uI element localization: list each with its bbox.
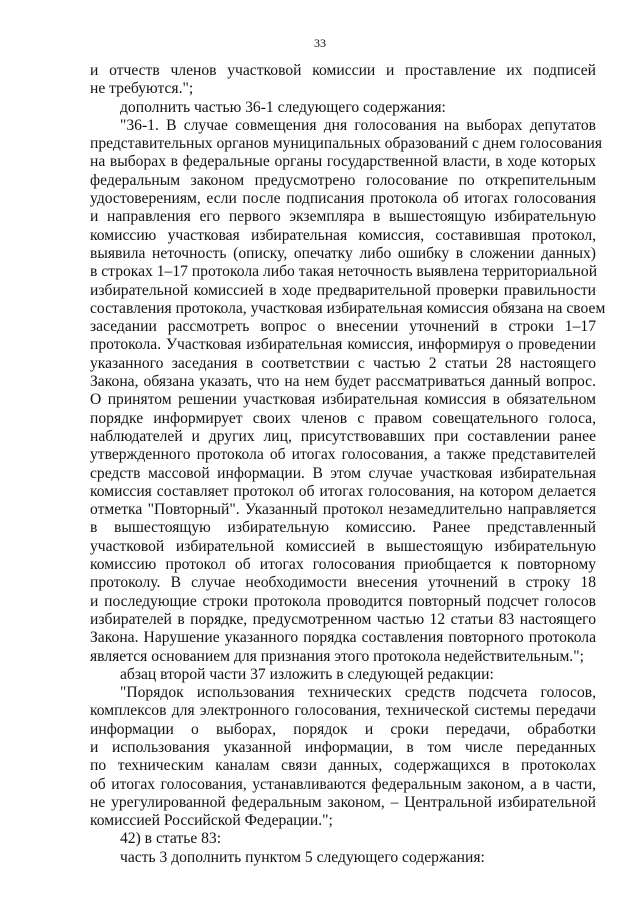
text-line: по техническим каналам связи данных, содержащихся в протоколах	[90, 757, 596, 775]
text-line: участковой избирательной комиссией в вышестоящую избирательную	[90, 537, 596, 555]
text-line: наблюдателей и других лиц, присутствовавших при составлении ранее	[90, 427, 596, 445]
text-line: отметка "Повторный". Указанный протокол незамедлительно направляется	[90, 501, 596, 519]
text-line: не требуются.";	[90, 80, 194, 98]
text-line: "36-1. В случае совмещения дня голосования на выборах депутатов	[120, 116, 596, 134]
text-line: комиссию участковая избирательная комиссия, составившая протокол,	[90, 226, 596, 244]
document-body	[90, 62, 606, 867]
text-line: 42) в статье 83:	[120, 830, 222, 848]
text-line: на выборах в федеральные органы государственной власти, в ходе которых	[90, 153, 596, 171]
text-line: комиссию протокол об итогах голосования приобщается к повторному	[90, 556, 596, 574]
text-line: комиссией Российской Федерации.";	[90, 812, 333, 830]
text-line: комплексов для электронного голосования, технической системы передачи	[90, 702, 596, 720]
text-line: указанного заседания в соответствии с частью 2 статьи 28 настоящего	[90, 354, 596, 372]
text-line: комиссия составляет протокол об итогах голосования, на котором делается	[90, 482, 596, 500]
text-line: в строках 1–17 протокола либо такая неточность выявлена территориальной	[90, 263, 598, 281]
text-line: составления протокола, участковая избирательная комиссия обязана на своем	[90, 299, 606, 317]
text-line: удостоверениям, если после подписания протокола об итогах голосования	[90, 190, 596, 208]
text-line: протокола. Участковая избирательная комиссия, информируя о проведении	[90, 336, 596, 354]
text-line: представительных органов муниципальных образований с днем голосования	[90, 135, 603, 153]
text-line: средств массовой информации. В этом случае участковая избирательная	[90, 464, 596, 482]
text-line: Закона, обязана указать, что на нем будет рассматриваться данный вопрос.	[90, 373, 596, 391]
text-line: и использования указанной информации, в том числе переданных	[90, 738, 596, 756]
text-line: избирательной комиссией в ходе предварительной проверки правильности	[90, 281, 596, 299]
text-line: в вышестоящую избирательную комиссию. Ранее представленный	[90, 519, 596, 537]
text-line: информации о выборах, порядок и сроки передачи, обработки	[90, 720, 596, 738]
text-line: выявила неточность (описку, опечатку либо ошибку в сложении данных)	[90, 244, 596, 262]
text-line: и отчеств членов участковой комиссии и проставление их подписей	[90, 62, 596, 79]
text-line: часть 3 дополнить пунктом 5 следующего содержания:	[120, 848, 485, 866]
text-line: избирателей в порядке, предусмотренном частью 12 статьи 83 настоящего	[90, 610, 596, 628]
text-line: протоколу. В случае необходимости внесения уточнений в строку 18	[90, 574, 596, 592]
text-line: не урегулированной федеральным законом, – Центральной избирательной	[90, 793, 596, 811]
text-line: об итогах голосования, устанавливаются федеральным законом, а в части,	[90, 775, 596, 793]
text-line: заседании рассмотреть вопрос о внесении уточнений в строки 1–17	[90, 318, 596, 336]
text-line: федеральным законом предусмотрено голосование по открепительным	[90, 171, 596, 189]
text-line: и последующие строки протокола проводится повторный подсчет голосов	[90, 592, 596, 610]
text-line: "Порядок использования технических средств подсчета голосов,	[120, 684, 596, 702]
text-line: и направления его первого экземпляра в вышестоящую избирательную	[90, 208, 596, 226]
text-line: является основанием для признания этого протокола недействительным.";	[90, 647, 584, 665]
text-line: Закона. Нарушение указанного порядка составления повторного протокола	[90, 629, 596, 647]
page-number: 33	[314, 36, 326, 50]
text-line: абзац второй части 37 изложить в следующей редакции:	[120, 665, 494, 683]
text-line: дополнить частью 36-1 следующего содержания:	[120, 98, 446, 116]
text-line: утвержденного протокола об итогах голосования, а также представителей	[90, 446, 596, 464]
text-line: О принятом решении участковая избирательная комиссия в обязательном	[90, 391, 596, 409]
text-line: порядке информирует своих членов с правом совещательного голоса,	[90, 409, 596, 427]
